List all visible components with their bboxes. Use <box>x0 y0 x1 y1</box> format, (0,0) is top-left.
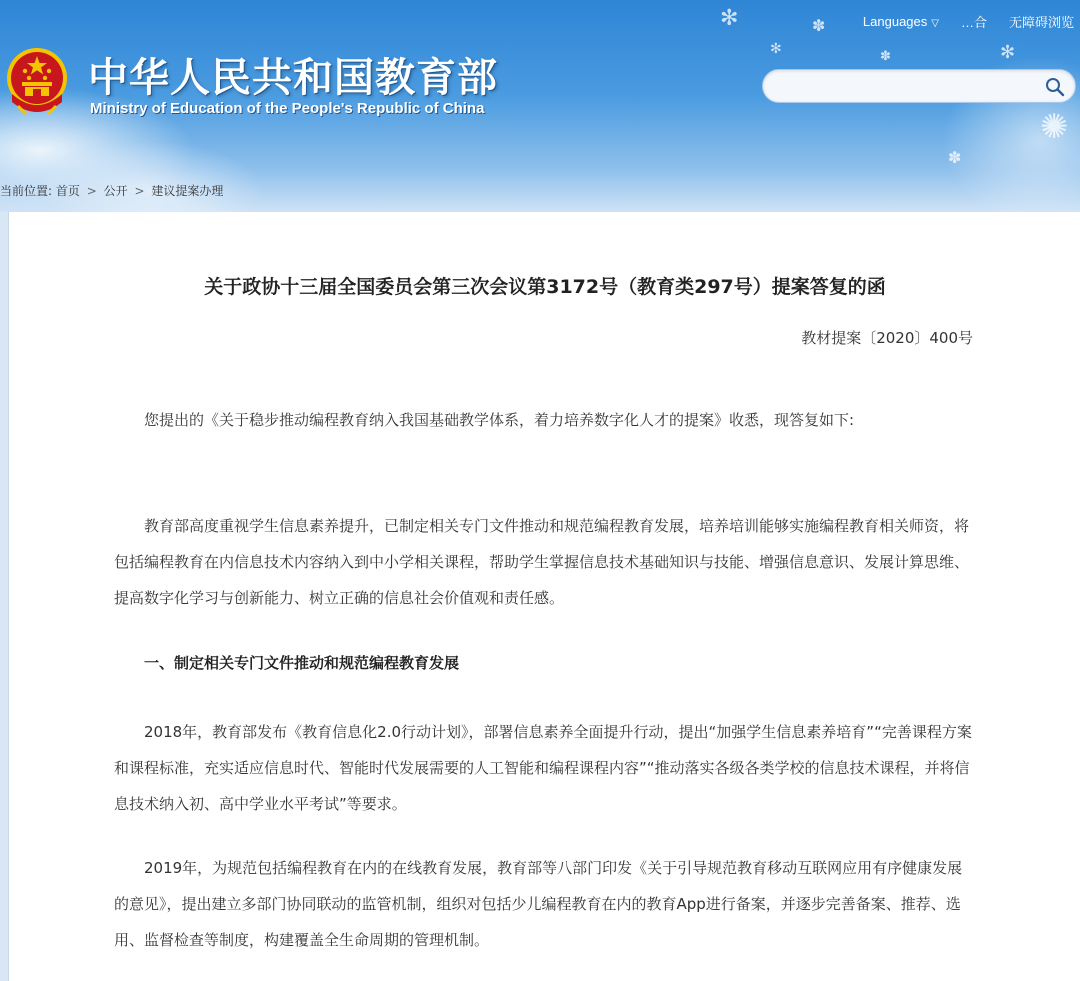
breadcrumb-separator: > <box>86 184 97 198</box>
search-input[interactable] <box>777 75 1037 97</box>
breadcrumb-public[interactable]: 公开 <box>103 184 128 198</box>
section-heading: 一、制定相关专门文件推动和规范编程教育发展 <box>144 654 460 672</box>
dandelion-decoration: ✻ <box>1000 42 1016 63</box>
site-logo-cn[interactable]: 中华人民共和国教育部 <box>88 55 498 101</box>
search-box <box>762 69 1076 103</box>
dandelion-decoration: ✽ <box>948 148 962 167</box>
site-header <box>0 0 1080 212</box>
breadcrumb <box>0 182 223 199</box>
dandelion-decoration: ✻ <box>720 6 739 31</box>
site-logo-en[interactable]: Ministry of Education of the People's Republic of China <box>90 100 485 117</box>
breadcrumb-home[interactable]: 首页 <box>55 184 80 198</box>
paragraph: 2019年，为规范包括编程教育在内的在线教育发展，教育部等八部门印发《关于引导规范教育移动互联网应用有序健康发展的意见》，提出建立多部门协同联动的监管机制，组织对包括少儿编程教育在内的教育App进行备案，并逐步完善备案、推荐、选用、监督检查等制度，构建覆盖全生命周期的管理机制。 <box>114 859 963 949</box>
dandelion-decoration: ✻ <box>770 41 782 57</box>
page-title: 关于政协十三届全国委员会第三次会议第3172号（教育类297号）提案答复的函 <box>204 276 886 298</box>
accessibility-link[interactable]: 无障碍浏览 <box>1008 15 1074 30</box>
languages-label: Languages <box>862 14 928 29</box>
paragraph: 您提出的《关于稳步推动编程教育纳入我国基础教学体系，着力培养数字化人才的提案》收悉，现答复如下: <box>144 411 855 429</box>
breadcrumb-proposals[interactable]: 建议提案办理 <box>151 184 224 198</box>
breadcrumb-separator: > <box>134 184 145 198</box>
dandelion-decoration: ✺ <box>1040 107 1069 147</box>
paragraph: 2018年，教育部发布《教育信息化2.0行动计划》，部署信息素养全面提升行动，提出“加强学生信息素养培育”“完善课程方案和课程标准，充实适应信息时代、智能时代发展需要的人工智能和编程课程内容”“推动落实各级各类学校的信息技术课程，并将信息技术纳入初、高中学业水平考试”等要求。 <box>114 723 972 813</box>
document-number: 教材提案〔2020〕400号 <box>801 329 973 347</box>
top-nav-item[interactable]: …合 <box>960 15 987 30</box>
chevron-down-icon: ▽ <box>931 18 939 29</box>
breadcrumb-prefix: 当前位置: <box>0 184 53 198</box>
languages-menu[interactable] <box>863 14 939 29</box>
search-icon[interactable] <box>1045 77 1065 97</box>
dandelion-decoration: ✽ <box>880 49 891 64</box>
national-emblem-icon <box>4 44 70 118</box>
article-panel <box>8 212 1080 981</box>
top-nav <box>863 12 1074 31</box>
dandelion-decoration: ✽ <box>812 16 826 35</box>
paragraph: 教育部高度重视学生信息素养提升，已制定相关专门文件推动和规范编程教育发展，培养培训能够实施编程教育相关师资，将包括编程教育在内信息技术内容纳入到中小学相关课程，帮助学生掌握信息技术基础知识与技能、增强信息意识、发展计算思维、提高数字化学习与创新能力、树立正确的信息社会价值观和责任感。 <box>114 517 970 607</box>
